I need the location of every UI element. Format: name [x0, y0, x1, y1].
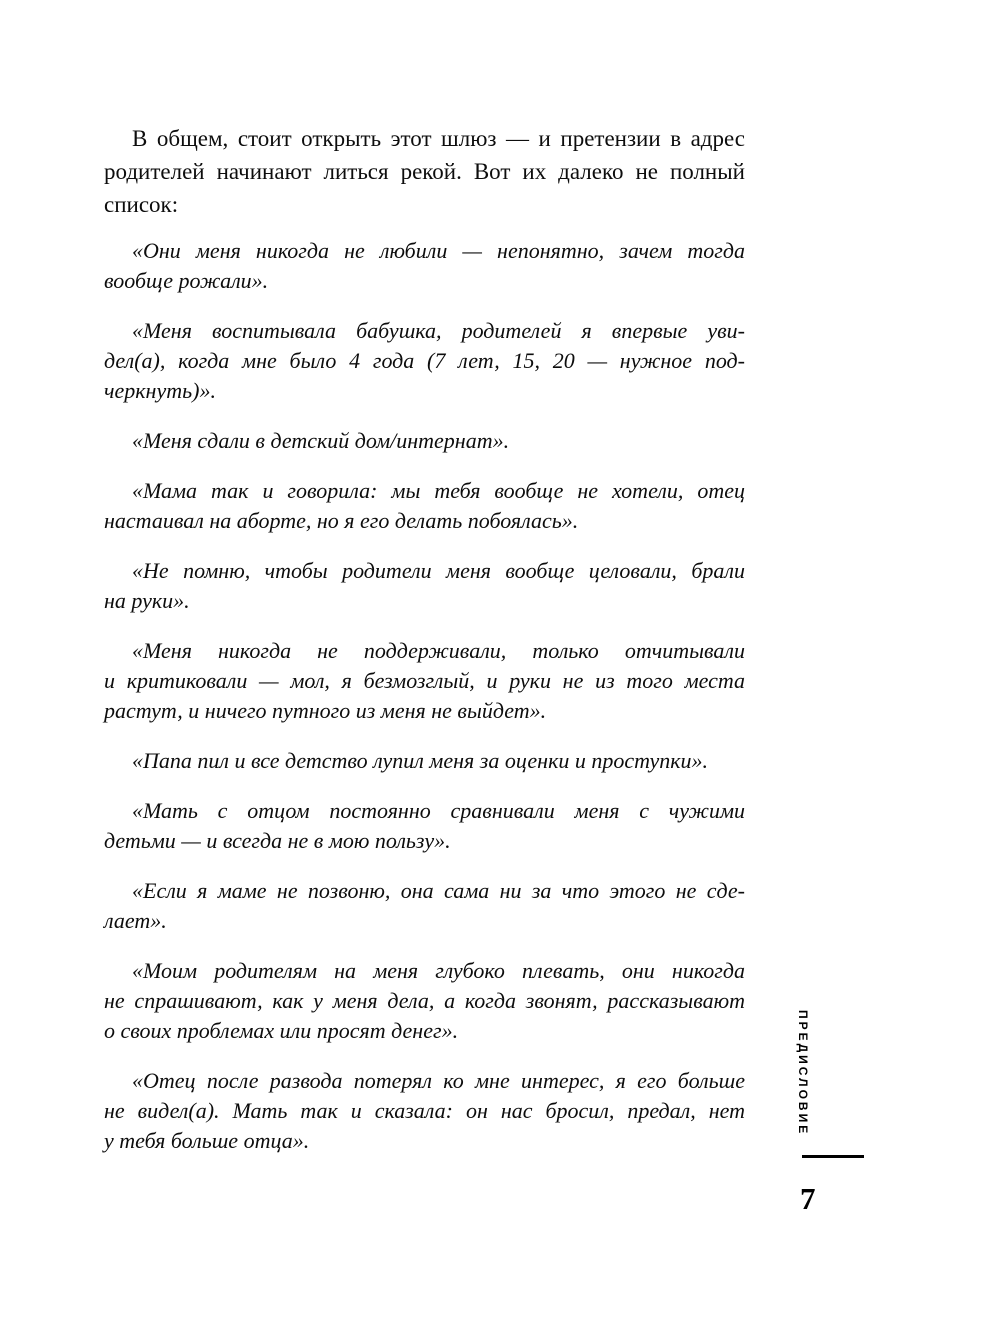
quote-paragraph: [104, 556, 745, 616]
footer-rule: [802, 1155, 864, 1158]
text-line: не спрашивают, как у меня дела, а когда звонят, рассказывают: [104, 988, 745, 1013]
text-line: «Мама так и говорила: мы тебя вообще не хотели, отец: [132, 478, 745, 503]
text-line: детьми — и всегда не в мою пользу».: [104, 828, 451, 853]
text-line: растут, и ничего путного из меня не выйдет».: [104, 698, 547, 723]
text-line: «Не помню, чтобы родители меня вообще целовали, брали: [132, 558, 745, 583]
text-line: «Если я маме не позвоню, она сама ни за что этого не сде-: [132, 878, 745, 903]
text-line: список:: [104, 192, 179, 217]
quote-paragraph: [104, 1066, 745, 1156]
text-line: «Отец после развода потерял ко мне интерес, я его больше: [132, 1068, 745, 1093]
text-line: настаивал на аборте, но я его делать побоялась».: [104, 508, 579, 533]
text-column: [104, 122, 745, 1176]
quote-paragraph: [104, 316, 745, 406]
text-line: «Мать с отцом постоянно сравнивали меня с чужими: [132, 798, 745, 823]
text-line: «Моим родителям на меня глубоко плевать, они никогда: [132, 958, 745, 983]
quote-paragraph: [104, 876, 745, 936]
quote-paragraph: [104, 426, 745, 456]
text-line: и критиковали — мол, я безмозглый, и руки не из того места: [104, 668, 745, 693]
text-line: черкнуть)».: [104, 378, 216, 403]
text-line: «Меня воспитывала бабушка, родителей я впервые уви-: [132, 318, 745, 343]
text-line: у тебя больше отца».: [104, 1128, 310, 1153]
text-line: «Меня никогда не поддерживали, только отчитывали: [132, 638, 745, 663]
text-line: «Они меня никогда не любили — непонятно, зачем тогда: [132, 238, 745, 263]
text-line: о своих проблемах или просят денег».: [104, 1018, 459, 1043]
text-line: «Папа пил и все детство лупил меня за оценки и проступки».: [132, 748, 709, 773]
text-line: лает».: [104, 908, 167, 933]
quote-paragraph: [104, 796, 745, 856]
quote-paragraph: [104, 956, 745, 1046]
text-line: дел(а), когда мне было 4 года (7 лет, 15, 20 — нужное под-: [104, 348, 745, 373]
quote-paragraph: [104, 636, 745, 726]
text-line: на руки».: [104, 588, 190, 613]
text-line: не видел(а). Мать так и сказала: он нас бросил, предал, нет: [104, 1098, 745, 1123]
text-line: В общем, стоит открыть этот шлюз — и претензии в адрес: [132, 126, 745, 151]
text-line: вообще рожали».: [104, 268, 269, 293]
page-number: 7: [800, 1181, 816, 1216]
body-paragraph: [104, 122, 745, 221]
chapter-label: ПРЕДИСЛОВИЕ: [796, 1010, 810, 1137]
text-line: родителей начинают литься рекой. Вот их далеко не полный: [104, 159, 745, 184]
quote-paragraph: [104, 746, 745, 776]
quote-paragraph: [104, 236, 745, 296]
text-line: «Меня сдали в детский дом/интернат».: [132, 428, 510, 453]
quote-paragraph: [104, 476, 745, 536]
